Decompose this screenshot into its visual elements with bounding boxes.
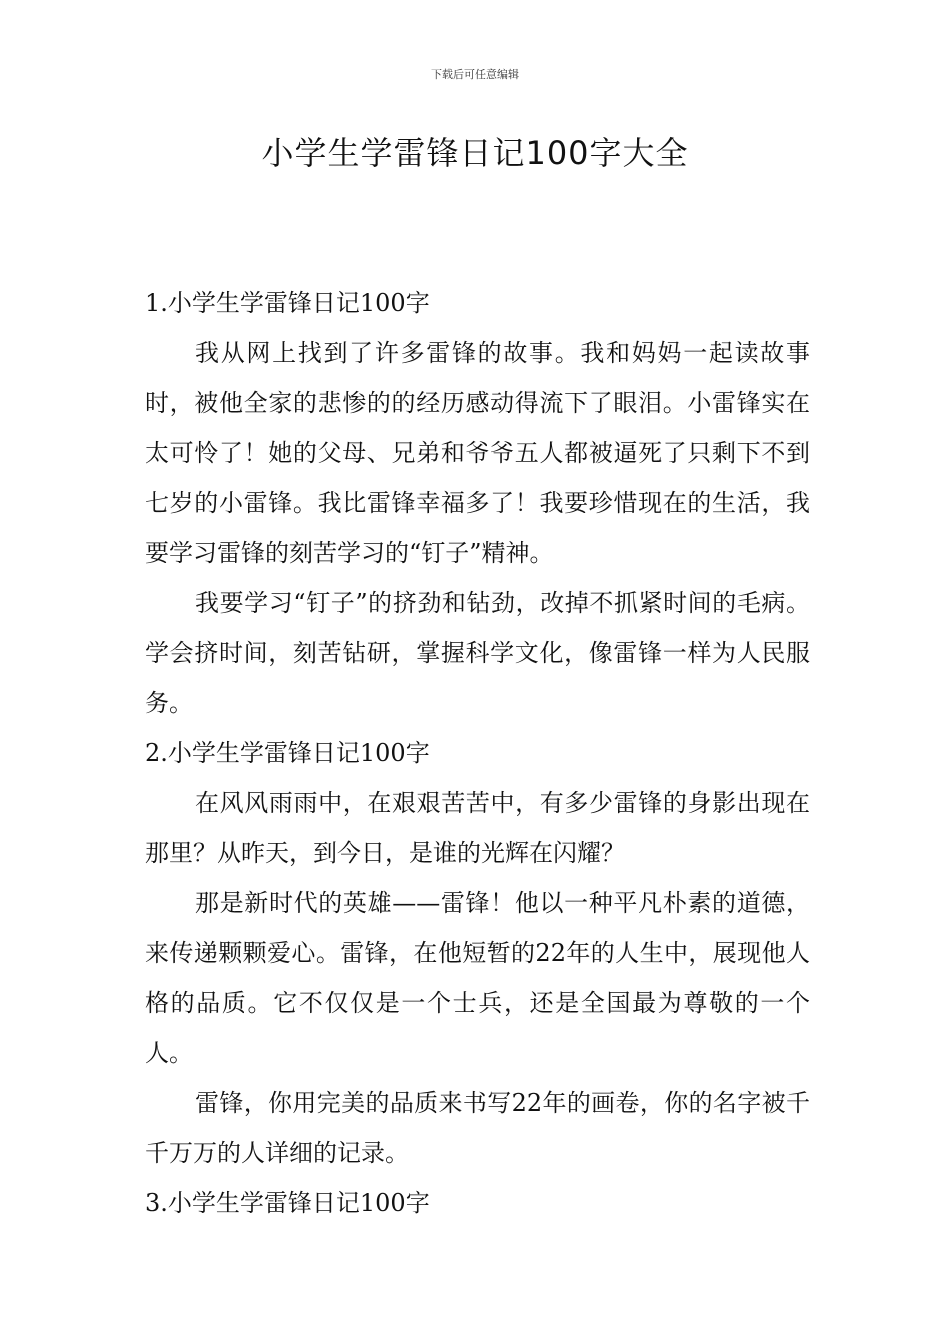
paragraph: 雷锋，你用完美的品质来书写22年的画卷，你的名字被千千万万的人详细的记录。: [145, 1089, 810, 1167]
section-heading-1: 1.小学生学雷锋日记100字: [145, 289, 430, 317]
paragraph: 我要学习“钉子”的挤劲和钻劲，改掉不抓紧时间的毛病。学会挤时间，刻苦钻研，掌握科学文化，像雷锋一样为人民服务。: [145, 589, 810, 717]
paragraph: 在风风雨雨中，在艰艰苦苦中，有多少雷锋的身影出现在那里？从昨天，到今日，是谁的光辉在闪耀？: [145, 789, 810, 867]
document-body: [145, 278, 810, 1228]
section-heading-3: 3.小学生学雷锋日记100字: [145, 1189, 430, 1217]
header-note: 下载后可任意编辑: [431, 68, 519, 81]
section-heading-2: 2.小学生学雷锋日记100字: [145, 739, 430, 767]
paragraph: 我从网上找到了许多雷锋的故事。我和妈妈一起读故事时，被他全家的悲惨的的经历感动得流下了眼泪。小雷锋实在太可怜了！她的父母、兄弟和爷爷五人都被逼死了只剩下不到七岁的小雷锋。我比雷锋幸福多了！我要珍惜现在的生活，我要学习雷锋的刻苦学习的“钉子”精神。: [145, 339, 810, 567]
paragraph: 那是新时代的英雄——雷锋！他以一种平凡朴素的道德，来传递颗颗爱心。雷锋，在他短暂的22年的人生中，展现他人格的品质。它不仅仅是一个士兵，还是全国最为尊敬的一个人。: [145, 889, 810, 1067]
document-title: 小学生学雷锋日记100字大全: [261, 134, 689, 172]
